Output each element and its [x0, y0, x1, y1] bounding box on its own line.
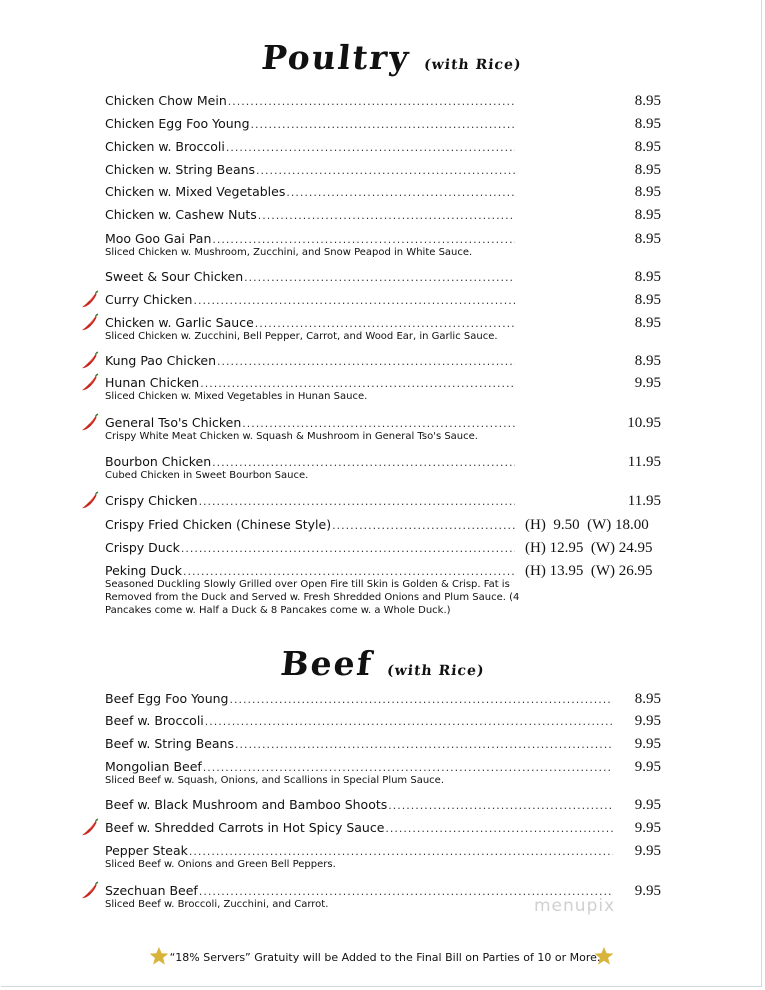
dot-leader: [256, 160, 515, 182]
menu-item-line: [105, 817, 613, 839]
menu-item-description: Sliced Chicken w. Mushroom, Zucchini, and Snow Peapod in White Sauce.: [105, 247, 473, 258]
menu-item-name: Sweet & Sour Chicken: [105, 269, 244, 284]
dot-leader: [181, 538, 515, 560]
menu-item: [105, 159, 661, 181]
menu-item-name: Chicken w. Mixed Vegetables: [105, 184, 286, 199]
menu-item: [105, 136, 661, 158]
menu-item-price: 8.95: [634, 269, 661, 285]
menu-item-price: 8.95: [634, 116, 661, 132]
menu-item-line: [105, 710, 613, 732]
gratuity-note: “18% Servers” Gratuity will be Added to the Final Bill on Parties of 10 or More.: [169, 951, 601, 964]
menu-item-line: [105, 204, 515, 226]
poultry-heading: [259, 38, 523, 77]
menu-item-name: Chicken Egg Foo Young: [105, 116, 250, 131]
menu-item-line: [105, 537, 515, 559]
menu-item-name: Curry Chicken: [105, 292, 193, 307]
menu-item-name: Beef Egg Foo Young: [105, 691, 229, 706]
menu-item: [105, 266, 661, 288]
menu-item-price: 11.95: [627, 493, 661, 509]
menu-item-name: Chicken w. String Beans: [105, 162, 256, 177]
chili-pepper-icon: [80, 351, 100, 371]
menu-item-description: Seasoned Duckling Slowly Grilled over Open Fire till Skin is Golden & Crisp. Fat is Removed from the Duck and Served w. Fresh Shredded Onions and Plum Sauce. (4 Pancakes come w. Half a Duck & 8 Pancakes come w. a Whole Duck.): [105, 579, 520, 616]
menu-item-line: [105, 159, 515, 181]
dot-leader: [193, 290, 515, 312]
dot-leader: [217, 351, 515, 373]
menu-item-price: 8.95: [634, 691, 661, 707]
poultry-title: Poultry: [259, 38, 413, 77]
menu-item-name: Hunan Chicken: [105, 375, 200, 390]
chili-pepper-icon: [80, 313, 100, 333]
star-icon-right: [594, 946, 614, 966]
dot-leader: [388, 795, 613, 817]
menu-item-name: Beef w. Shredded Carrots in Hot Spicy Sauce: [105, 820, 385, 835]
menu-item-price: 8.95: [634, 292, 661, 308]
menu-item: [105, 451, 661, 482]
menu-item-price: 11.95: [627, 454, 661, 470]
menu-item-name: Crispy Fried Chicken (Chinese Style): [105, 517, 332, 532]
menu-item: [105, 204, 661, 226]
dot-leader: [235, 734, 613, 756]
dot-leader: [205, 711, 613, 733]
menu-item-name: Chicken w. Broccoli: [105, 139, 225, 154]
menu-item-name: General Tso's Chicken: [105, 415, 242, 430]
menu-item-name: Crispy Duck: [105, 540, 180, 555]
menu-item-line: [105, 90, 515, 112]
dot-leader: [251, 114, 515, 136]
menu-item: [105, 817, 661, 839]
menu-item: [105, 113, 661, 135]
menu-item-line: [105, 514, 515, 536]
menu-item-name: Peking Duck: [105, 563, 182, 578]
menu-item-description: Sliced Chicken w. Zucchini, Bell Pepper, Carrot, and Wood Ear, in Garlic Sauce.: [105, 331, 498, 342]
menu-item-line: [105, 490, 515, 512]
menu-item-price: 8.95: [634, 184, 661, 200]
menu-item-price: (H) 13.95 (W) 26.95: [525, 563, 653, 579]
menu-item-name: Beef w. String Beans: [105, 736, 234, 751]
menu-item: [105, 181, 661, 203]
dot-leader: [244, 267, 515, 289]
dot-leader: [228, 91, 515, 113]
menu-item-price: 8.95: [634, 93, 661, 109]
menu-item-description: Sliced Beef w. Broccoli, Zucchini, and Carrot.: [105, 899, 329, 910]
menu-item-price: 9.95: [634, 713, 661, 729]
menu-item-name: Moo Goo Gai Pan: [105, 231, 212, 246]
menu-item-price: 9.95: [634, 883, 661, 899]
beef-heading: [278, 644, 486, 683]
menu-item-line: [105, 794, 613, 816]
menu-item: [105, 372, 661, 403]
menu-item-line: [105, 733, 613, 755]
menu-item-price: 8.95: [634, 162, 661, 178]
dot-leader: [286, 182, 515, 204]
menu-item: [105, 228, 661, 259]
chili-pepper-icon: [80, 373, 100, 393]
menu-item-description: Sliced Beef w. Squash, Onions, and Scallions in Special Plum Sauce.: [105, 775, 444, 786]
menu-item-price: (H) 12.95 (W) 24.95: [525, 540, 653, 556]
menu-item-price: 8.95: [634, 353, 661, 369]
menu-item-price: 10.95: [627, 415, 661, 431]
chili-pepper-icon: [80, 491, 100, 511]
poultry-subtitle: (with Rice): [423, 57, 523, 73]
menu-item-price: 9.95: [634, 797, 661, 813]
menu-item-price: 8.95: [634, 207, 661, 223]
menu-item-price: 9.95: [634, 759, 661, 775]
menu-item-price: 8.95: [634, 139, 661, 155]
menu-item: [105, 289, 661, 311]
dot-leader: [199, 491, 515, 513]
menu-item-line: [105, 688, 613, 710]
menu-item-line: [105, 350, 515, 372]
menu-item-description: Sliced Chicken w. Mixed Vegetables in Hunan Sauce.: [105, 391, 368, 402]
menu-item-name: Chicken w. Garlic Sauce: [105, 315, 254, 330]
menu-item-name: Beef w. Black Mushroom and Bamboo Shoots: [105, 797, 388, 812]
menu-item: [105, 412, 661, 443]
menu-item-name: Pepper Steak: [105, 843, 188, 858]
menu-item: [105, 733, 661, 755]
menu-item: [105, 312, 661, 343]
menu-item: [105, 756, 661, 787]
menu-item-price: 9.95: [634, 736, 661, 752]
chili-pepper-icon: [80, 818, 100, 838]
menu-item-description: Sliced Beef w. Onions and Green Bell Peppers.: [105, 859, 336, 870]
menu-item-price: 9.95: [634, 375, 661, 391]
beef-subtitle: (with Rice): [386, 663, 486, 679]
menu-item-line: [105, 136, 515, 158]
dot-leader: [385, 818, 613, 840]
menu-item-name: Crispy Chicken: [105, 493, 198, 508]
dot-leader: [230, 689, 614, 711]
beef-title: Beef: [278, 644, 376, 683]
dot-leader: [332, 515, 515, 537]
menu-item-price: 9.95: [634, 820, 661, 836]
dot-leader: [226, 137, 515, 159]
menu-item: [105, 840, 661, 871]
menu-item-price: 8.95: [634, 231, 661, 247]
dot-leader: [258, 205, 515, 227]
menu-item-line: [105, 181, 515, 203]
menu-item-name: Bourbon Chicken: [105, 454, 212, 469]
menu-item-line: [105, 266, 515, 288]
menu-item: [105, 710, 661, 732]
menu-item-description: Crispy White Meat Chicken w. Squash & Mushroom in General Tso's Sauce.: [105, 431, 478, 442]
menu-item-name: Mongolian Beef: [105, 759, 202, 774]
menu-item-name: Kung Pao Chicken: [105, 353, 216, 368]
menu-item-name: Chicken w. Cashew Nuts: [105, 207, 257, 222]
watermark: menupix: [534, 896, 616, 916]
menu-item-name: Beef w. Broccoli: [105, 713, 204, 728]
menu-item: [105, 514, 649, 536]
chili-pepper-icon: [80, 881, 100, 901]
menu-item: [105, 537, 653, 559]
menu-item-name: Szechuan Beef: [105, 883, 198, 898]
menu-item-description: Cubed Chicken in Sweet Bourbon Sauce.: [105, 470, 309, 481]
menu-item: [105, 350, 661, 372]
menu-item: [105, 490, 661, 512]
menu-item: [105, 688, 661, 710]
menu-item-name: Chicken Chow Mein: [105, 93, 227, 108]
menu-item: [105, 560, 653, 617]
chili-pepper-icon: [80, 413, 100, 433]
menu-item-price: (H) 9.50 (W) 18.00: [525, 517, 649, 533]
menu-item-price: 9.95: [634, 843, 661, 859]
chili-pepper-icon: [80, 290, 100, 310]
menu-item-price: 8.95: [634, 315, 661, 331]
menu-item-line: [105, 289, 515, 311]
menu-item-line: [105, 113, 515, 135]
menu-item: [105, 90, 661, 112]
menu-item: [105, 794, 661, 816]
